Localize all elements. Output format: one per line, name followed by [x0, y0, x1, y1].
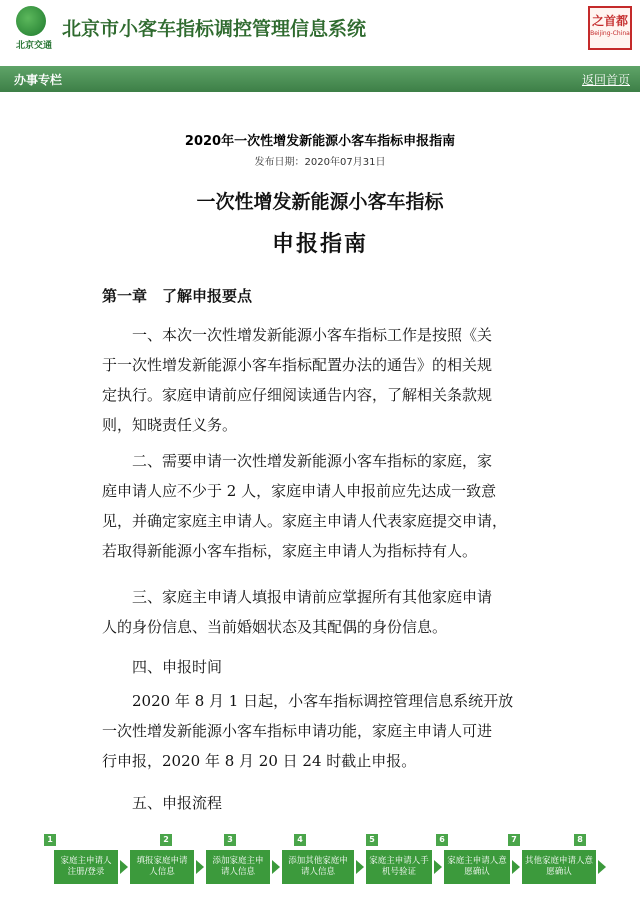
flow-step: 其他家庭申请人意愿确认	[522, 850, 596, 884]
body-line: 行申报，2020 年 8 月 20 日 24 时截止申报。	[102, 752, 417, 770]
body-line: 人的身份信息、当前婚姻状态及其配偶的身份信息。	[102, 618, 448, 636]
flow-step: 家庭主申请人意愿确认	[444, 850, 510, 884]
logo-emblem-icon	[16, 6, 46, 36]
body-line: 2020 年 8 月 1 日起，小客车指标调控管理信息系统开放	[102, 692, 514, 710]
body-line: 一次性增发新能源小客车指标申请功能，家庭主申请人可进	[102, 722, 493, 740]
beijing-transport-logo[interactable]	[10, 6, 54, 54]
body-line: 于一次性增发新能源小客车指标配置办法的通告》的相关规	[102, 356, 493, 374]
step-number: 2	[160, 834, 172, 846]
flow-arrow-icon	[120, 860, 128, 874]
step-number: 4	[294, 834, 306, 846]
application-flow-diagram	[44, 834, 614, 906]
document-area	[0, 92, 640, 906]
seal-sub-text: Beijing-China	[590, 30, 630, 37]
step-number: 6	[436, 834, 448, 846]
doc-heading-line1: 一次性增发新能源小客车指标	[196, 191, 444, 213]
chapter-title: 第一章 了解申报要点	[102, 287, 253, 305]
flow-arrow-icon	[196, 860, 204, 874]
body-line: 庭申请人应不少于 2 人，家庭申请人申报前应先达成一致意	[102, 482, 497, 500]
flow-arrow-icon	[512, 860, 520, 874]
body-line: 见，并确定家庭主申请人。家庭主申请人代表家庭提交申请，	[102, 512, 508, 530]
body-line: 五、申报流程	[102, 794, 223, 812]
seal-main-text: 之首都	[591, 14, 628, 28]
body-line: 一、本次一次性增发新能源小客车指标工作是按照《关	[102, 326, 493, 344]
body-line: 三、家庭主申请人填报申请前应掌握所有其他家庭申请	[102, 588, 493, 606]
flow-arrow-icon	[598, 860, 606, 874]
publish-date: 发布日期：2020年07月31日	[254, 157, 386, 168]
body-line: 四、申报时间	[102, 658, 223, 676]
capital-seal-logo	[588, 6, 632, 50]
step-number: 3	[224, 834, 236, 846]
step-number: 8	[574, 834, 586, 846]
logo-text: 北京交通	[15, 41, 52, 51]
body-line: 若取得新能源小客车指标，家庭主申请人为指标持有人。	[102, 542, 478, 560]
flow-step: 家庭主申请人手机号验证	[366, 850, 432, 884]
body-line: 二、需要申请一次性增发新能源小客车指标的家庭，家	[102, 452, 493, 470]
step-number: 5	[366, 834, 378, 846]
header	[0, 0, 640, 58]
step-number: 1	[44, 834, 56, 846]
body-line: 定执行。家庭申请前应仔细阅读通告内容，了解相关条款规	[102, 386, 493, 404]
back-home-link[interactable]: 返回首页	[581, 73, 630, 87]
doc-heading-line2: 申报指南	[271, 231, 368, 257]
flow-step: 填报家庭申请人信息	[130, 850, 194, 884]
flow-step: 添加家庭主申请人信息	[206, 850, 270, 884]
nav-section-label: 办事专栏	[14, 73, 63, 87]
doc-title: 2020年一次性增发新能源小客车指标申报指南	[184, 134, 456, 149]
flow-arrow-icon	[434, 860, 442, 874]
flow-step: 家庭主申请人注册/登录	[54, 850, 118, 884]
flow-arrow-icon	[272, 860, 280, 874]
nav-bar	[0, 66, 640, 92]
flow-step: 添加其他家庭申请人信息	[282, 850, 354, 884]
system-title: 北京市小客车指标调控管理信息系统	[62, 18, 367, 40]
step-number: 7	[508, 834, 520, 846]
flow-arrow-icon	[356, 860, 364, 874]
body-line: 则，知晓责任义务。	[102, 416, 238, 434]
